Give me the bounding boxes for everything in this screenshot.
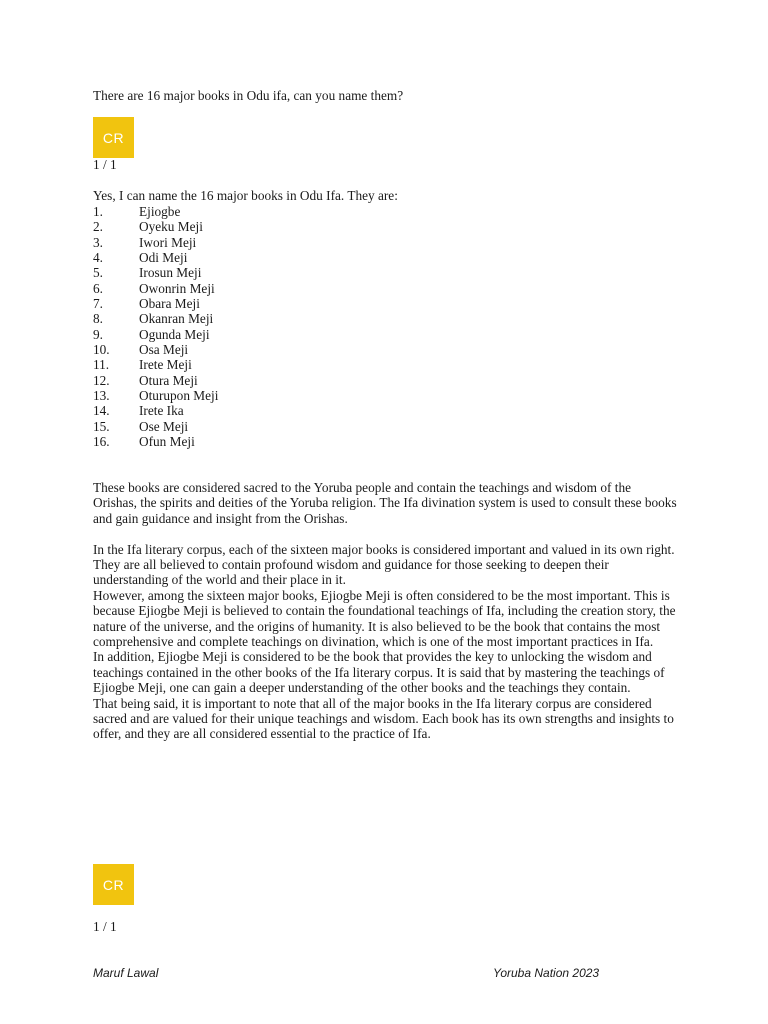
paragraph: That being said, it is important to note that all of the major books in the Ifa literary corpus are considered sacred and are valued for their unique teachings and wisdom. Each book has its own strengths and insights to offer, and they are all considered essential to the practice of Ifa. — [93, 695, 674, 742]
book-name: Obara Meji — [139, 296, 200, 312]
book-number: 16. — [93, 434, 110, 450]
book-list-item — [93, 327, 218, 342]
answer-body — [93, 480, 678, 742]
book-name: Ofun Meji — [139, 434, 195, 450]
book-name: Ose Meji — [139, 418, 189, 434]
answer-intro: Yes, I can name the 16 major books in Odu Ifa. They are: — [93, 188, 398, 203]
book-list-item — [93, 235, 218, 250]
book-list-item — [93, 265, 218, 280]
book-list-item — [93, 434, 218, 449]
avatar-initials: CR — [102, 129, 125, 146]
footer-author: Maruf Lawal — [93, 966, 159, 980]
book-name: Irete Ika — [139, 403, 184, 419]
book-list-item — [93, 419, 218, 434]
book-name: Osa Meji — [139, 342, 189, 358]
book-list-item — [93, 204, 218, 219]
book-list-item — [93, 403, 218, 418]
response-counter-bottom: 1 / 1 — [93, 919, 117, 934]
book-name: Otura Meji — [139, 372, 198, 388]
book-list-item — [93, 357, 218, 372]
footer-publisher: Yoruba Nation 2023 — [493, 966, 600, 980]
book-number: 9. — [93, 326, 103, 342]
book-number: 2. — [93, 219, 103, 235]
book-list-item — [93, 388, 218, 403]
book-number: 11. — [93, 357, 110, 373]
book-name: Ejiogbe — [139, 204, 181, 219]
book-number: 15. — [93, 418, 110, 434]
paragraph: However, among the sixteen major books, Ejiogbe Meji is often considered to be the most important. This is because Ejiogbe Meji is believed to contain the foundational teachings of Ifa, including the creation story, the nature of the universe, and the origins of humanity. It is also believed to be the book that contains the most comprehensive and complete teachings on divination, which is one of the most important practices in Ifa. — [93, 587, 676, 650]
book-list-item — [93, 311, 218, 326]
book-number: 10. — [93, 342, 110, 358]
user-avatar-top — [93, 117, 134, 158]
book-number: 8. — [93, 311, 103, 327]
book-name: Irete Meji — [139, 357, 192, 373]
book-list-item — [93, 373, 218, 388]
book-number: 12. — [93, 372, 110, 388]
book-name: Oturupon Meji — [139, 388, 219, 404]
book-list-item — [93, 296, 218, 311]
book-name: Odi Meji — [139, 250, 188, 266]
book-name: Irosun Meji — [139, 265, 202, 281]
paragraph: These books are considered sacred to the Yoruba people and contain the teachings and wisdom of the Orishas, the spirits and deities of the Yoruba religion. The Ifa divination system is used to consult these books and gain guidance and insight from the Orishas. — [93, 480, 677, 526]
book-list-item — [93, 219, 218, 234]
book-name: Owonrin Meji — [139, 280, 215, 296]
paragraph: In addition, Ejiogbe Meji is considered to be the book that provides the key to unlocking the wisdom and teachings contained in the other books of the Ifa literary corpus. It is said that by mastering the teachings of Ejiogbe Meji, one can gain a deeper understanding of the other books and the teachings they contain. — [93, 649, 665, 696]
book-number: 4. — [93, 250, 103, 266]
question-text: There are 16 major books in Odu ifa, can you name them? — [93, 88, 404, 103]
book-name: Ogunda Meji — [139, 326, 210, 342]
response-counter-top: 1 / 1 — [93, 157, 117, 172]
paragraph: In the Ifa literary corpus, each of the sixteen major books is considered important and valued in its own right. They are all believed to contain profound wisdom and guidance for those seeking to deepen their understanding of the world and their place in it. — [93, 541, 675, 588]
book-number: 13. — [93, 388, 110, 404]
book-number: 3. — [93, 234, 103, 250]
book-name: Iwori Meji — [139, 234, 197, 250]
book-name: Okanran Meji — [139, 311, 214, 327]
user-avatar-bottom — [93, 864, 134, 905]
book-list-item — [93, 281, 218, 296]
book-number: 1. — [93, 204, 103, 219]
book-number: 7. — [93, 296, 103, 312]
avatar-initials: CR — [102, 876, 125, 893]
book-number: 6. — [93, 280, 103, 296]
book-name: Oyeku Meji — [139, 219, 203, 235]
book-list-item — [93, 342, 218, 357]
book-list — [93, 204, 218, 450]
book-number: 5. — [93, 265, 103, 281]
book-list-item — [93, 250, 218, 265]
book-number: 14. — [93, 403, 110, 419]
